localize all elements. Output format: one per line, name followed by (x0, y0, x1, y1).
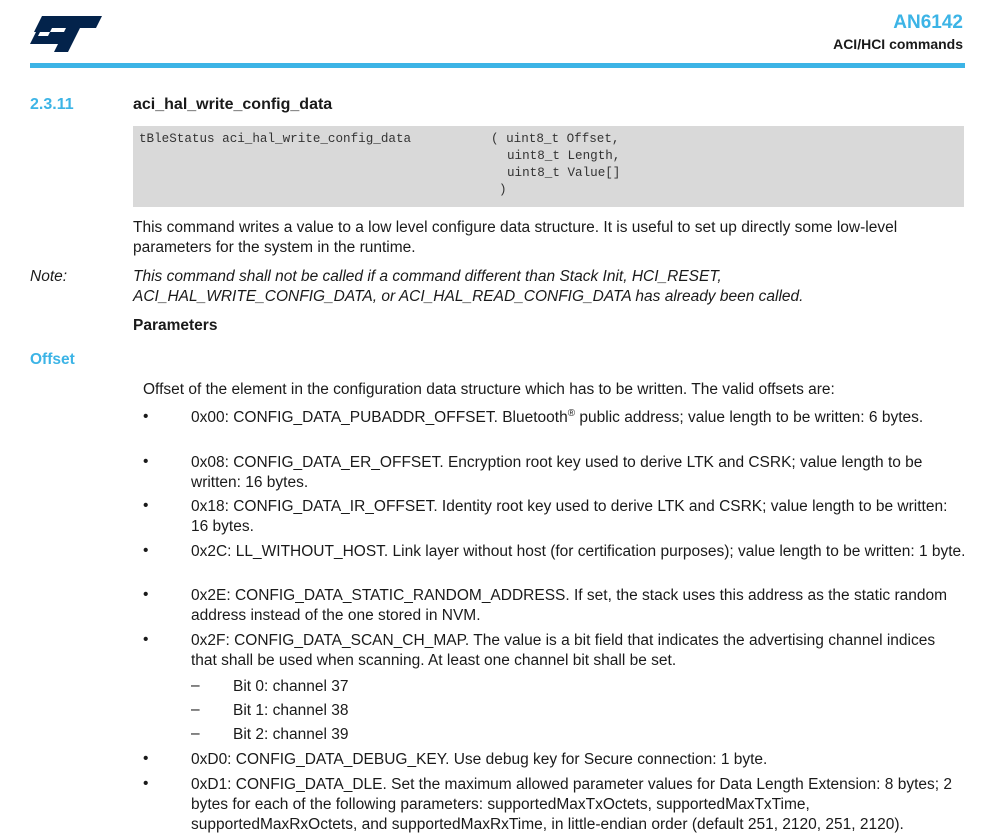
header-rule (30, 63, 965, 68)
bullet-marker: • (143, 586, 149, 603)
dash-marker: – (191, 725, 200, 742)
sub-list-item: Bit 1: channel 38 (233, 702, 349, 719)
code-arg-value: uint8_t Value[] (507, 166, 621, 180)
section-title: aci_hal_write_config_data (133, 96, 333, 113)
code-signature: tBleStatus aci_hal_write_config_data (139, 132, 412, 146)
code-block (133, 126, 964, 207)
list-item: 0x2E: CONFIG_DATA_STATIC_RANDOM_ADDRESS. If set, the stack uses this address as the static random address instead of the one stored in NVM. (191, 587, 948, 624)
doc-section: ACI/HCI commands (833, 36, 963, 52)
bullet-marker: • (143, 497, 149, 514)
note-text: This command shall not be called if a command different than Stack Init, HCI_RESET, ACI_HAL_WRITE_CONFIG_DATA, or ACI_HAL_READ_CONFIG_DATA has already been called. (133, 268, 804, 305)
list-item-text-cont: public address; value length to be written: 6 bytes. (575, 409, 924, 426)
bullet-marker: • (143, 453, 149, 470)
offset-heading: Offset (30, 351, 75, 368)
bullet-marker: • (143, 542, 149, 559)
list-item: 0xD0: CONFIG_DATA_DEBUG_KEY. Use debug key for Secure connection: 1 byte. (191, 751, 768, 768)
dash-marker: – (191, 677, 200, 694)
list-item (191, 408, 951, 428)
code-arg-length: uint8_t Length, (507, 149, 621, 163)
list-item: 0x08: CONFIG_DATA_ER_OFFSET. Encryption root key used to derive LTK and CSRK; value length to be written: 16 bytes. (191, 454, 923, 491)
doc-number: AN6142 (893, 12, 963, 33)
offset-intro: Offset of the element in the configuration data structure which has to be written. The valid offsets are: (143, 381, 835, 398)
code-arg-offset: ( uint8_t Offset, (491, 132, 620, 146)
list-item: 0x18: CONFIG_DATA_IR_OFFSET. Identity root key used to derive LTK and CSRK; value length to be written: 16 bytes. (191, 498, 948, 535)
list-item: 0x2C: LL_WITHOUT_HOST. Link layer without host (for certification purposes); value length to be written: 1 byte. (191, 543, 966, 560)
registered-mark: ® (567, 407, 576, 419)
dash-marker: – (191, 701, 200, 718)
doc-header (833, 12, 963, 54)
bullet-marker: • (143, 408, 149, 425)
code-close-paren: ) (499, 183, 507, 197)
list-item: 0x2F: CONFIG_DATA_SCAN_CH_MAP. The value is a bit field that indicates the advertising channel indices that shall be used when scanning. At least one channel bit shall be set. (191, 632, 936, 669)
sub-list-item: Bit 0: channel 37 (233, 678, 349, 695)
parameters-heading: Parameters (133, 317, 218, 334)
bullet-marker: • (143, 775, 149, 792)
list-item-text: 0x00: CONFIG_DATA_PUBADDR_OFFSET. Bluetooth (191, 409, 568, 426)
st-logo (28, 14, 104, 54)
bullet-marker: • (143, 750, 149, 767)
section-number: 2.3.11 (30, 96, 74, 113)
list-item: 0xD1: CONFIG_DATA_DLE. Set the maximum allowed parameter values for Data Length Extension: 8 bytes; 2 bytes for each of the following parameters: supportedMaxTxOctets, supportedMaxTxTime, supportedMaxRxOctets, and supportedMaxRxTime, in little-endian order (default 251, 2120, 251, 2120). (191, 776, 952, 833)
description: This command writes a value to a low level configure data structure. It is useful to set up directly some low-level parameters for the system in the runtime. (133, 219, 898, 256)
sub-list-item: Bit 2: channel 39 (233, 726, 349, 743)
note-label: Note: (30, 268, 68, 285)
bullet-marker: • (143, 631, 149, 648)
